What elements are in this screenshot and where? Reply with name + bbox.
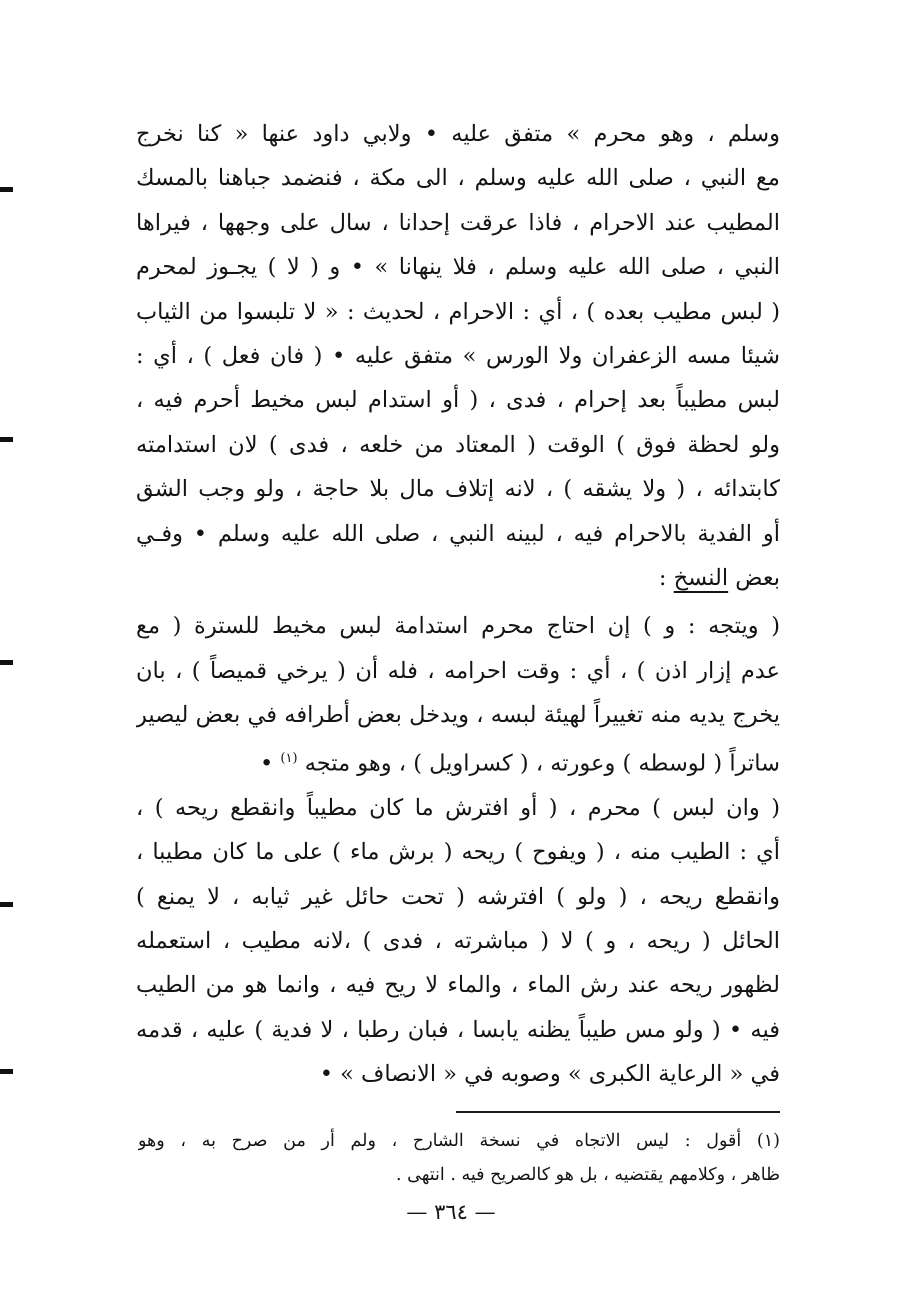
text-line — [136, 556, 780, 600]
text-line: ( ويتجه : و ) إن احتاج محرم استدامة لبس مخيط للسترة ( مع — [136, 613, 780, 640]
text-line: ( لبس مطيب بعده ) ، أي : الاحرام ، لحديث : « لا تلبسوا من الثياب — [136, 298, 780, 325]
text-line: الحائل ( ريحه ، و ) لا ( مباشرته ، فدى ) ،لانه مطيب ، استعمله — [136, 928, 780, 955]
margin-mark — [0, 1069, 13, 1074]
footnote — [138, 1124, 780, 1192]
text-line: يخرج يديه منه تغييراً لهيئة لبسه ، ويدخل بعض أطرافه في بعض ليصير — [136, 702, 780, 729]
text-segment: ساتراً ( لوسطه ) وعورته ، ( كسراويل ) ، وهو متجه — [304, 750, 780, 777]
text-line: المطيب عند الاحرام ، فاذا عرقت إحدانا ، سال على وجهها ، فيراها — [136, 209, 780, 236]
text-line: أو الفدية بالاحرام فيه ، لبينه النبي ، صلى الله عليه وسلم • وفـي — [136, 520, 780, 547]
text-line: كابتدائه ، ( ولا يشقه ) ، لانه إتلاف مال بلا حاجة ، ولو وجب الشق — [136, 476, 780, 503]
text-line: أي : الطيب منه ، ( ويفوح ) ريحه ( برش ماء ) على ما كان مطيبا ، — [136, 839, 780, 866]
text-line: شيئا مسه الزعفران ولا الورس » متفق عليه • ( فان فعل ) ، أي : — [136, 342, 780, 369]
text-line: ( وان لبس ) محرم ، ( أو افترش ما كان مطيباً وانقطع ريحه ) ، — [136, 794, 780, 821]
text-line: النبي ، صلى الله عليه وسلم ، فلا ينهانا » • و ( لا ) يجـوز لمحرم — [136, 254, 780, 281]
text-line: في « الرعاية الكبرى » وصوبه في « الانصاف » • — [319, 1061, 780, 1088]
margin-mark — [0, 187, 13, 192]
margin-mark — [0, 437, 13, 442]
text-line: مع النبي ، صلى الله عليه وسلم ، الى مكة ، فنضمد جباهنا بالمسك — [136, 165, 780, 192]
text-line: لبس مطيباً بعد إحرام ، فدى ، ( أو استدام لبس مخيط أحرم فيه ، — [136, 387, 780, 414]
text-line: فيه • ( ولو مس طيباً يظنه يابسا ، فبان رطبا ، لا فدية ) عليه ، قدمه — [136, 1016, 780, 1043]
text-line: ولو لحظة فوق ) الوقت ( المعتاد من خلعه ، فدى ) لان استدامته — [136, 431, 780, 458]
text-segment: • — [259, 750, 281, 777]
text-segment: : — [658, 564, 674, 591]
text-segment: بعض — [728, 564, 780, 591]
margin-mark — [0, 660, 13, 665]
footnote-separator — [456, 1111, 780, 1113]
margin-mark — [0, 902, 13, 907]
footnote-reference: (١) — [280, 751, 298, 767]
footnote-line: (١) أقول : ليس الاتجاه في نسخة الشارح ، ولم أر من صرح به ، وهو — [138, 1131, 780, 1151]
underlined-word: النسخ — [673, 564, 729, 591]
main-text — [136, 112, 780, 1097]
page-number: — ٣٦٤ — — [406, 1200, 496, 1224]
text-line: لظهور ريحه عند رش الماء ، والماء لا ريح فيه ، وانما هو من الطيب — [136, 972, 780, 999]
text-line: وانقطع ريحه ، ( ولو ) افترشه ( تحت حائل غير ثيابه ، لا يمنع ) — [136, 883, 780, 910]
text-line: عدم إزار اذن ) ، أي : وقت احرامه ، فله أن ( يرخي قميصاً ) ، بان — [136, 657, 780, 684]
text-line: وسلم ، وهو محرم » متفق عليه • ولابي داود عنها « كنا نخرج — [136, 121, 780, 147]
footnote-line: ظاهر ، وكلامهم يقتضيه ، بل هو كالصريح فيه . انتهى . — [396, 1165, 780, 1185]
text-line — [136, 737, 780, 781]
